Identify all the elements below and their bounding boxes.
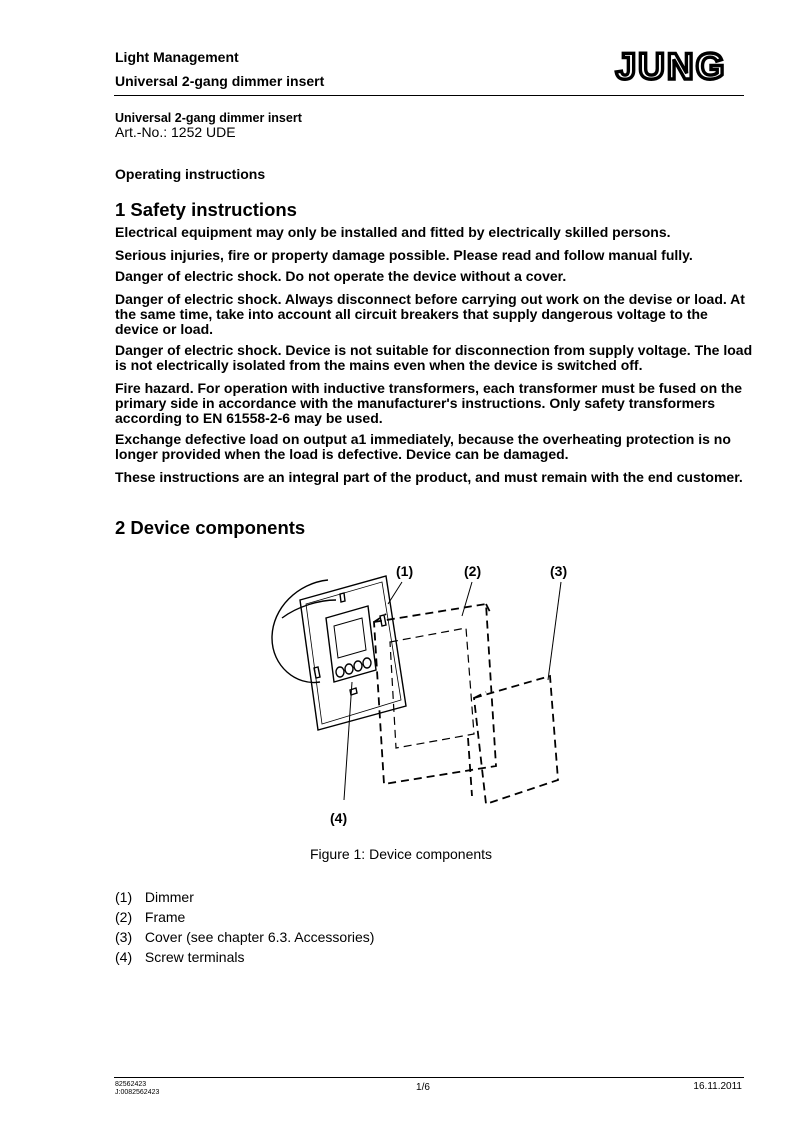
safety-paragraph-5: Danger of electric shock. Device is not suitable for disconnection from supply voltage. The load is not electrically isolated from the mains even when the device is switched off.: [115, 342, 753, 373]
footer-code: 82562423: [115, 1081, 147, 1088]
safety-paragraph-2: Serious injuries, fire or property damage possible. Please read and follow manual fully.: [115, 247, 693, 263]
section-1-heading: 1 Safety instructions: [115, 199, 297, 220]
legend-num: (1): [115, 889, 133, 905]
safety-paragraph-3: Danger of electric shock. Do not operate the device without a cover.: [115, 268, 567, 284]
figure-label-3: (3): [550, 563, 568, 579]
jung-logo: [596, 46, 746, 86]
footer-code-2: J:0082562423: [115, 1089, 160, 1096]
figure-label-1: (1): [396, 563, 414, 579]
product-subtitle: Universal 2-gang dimmer insert: [115, 111, 302, 125]
section-2-heading: 2 Device components: [115, 517, 306, 538]
device-components-figure: [258, 558, 588, 830]
footer-date: 16.11.2011: [693, 1081, 742, 1092]
legend-text: Dimmer: [144, 889, 194, 905]
leader-line-1: [388, 582, 402, 604]
header-rule: [114, 95, 744, 96]
leader-line-3: [548, 582, 561, 680]
figure-label-4: (4): [330, 810, 348, 826]
leader-line-2: [462, 582, 472, 616]
cover-outline: [468, 676, 558, 804]
figure-caption: Figure 1: Device components: [309, 846, 493, 862]
legend-text: Cover (see chapter 6.3. Accessories): [144, 929, 375, 945]
safety-paragraph-8: These instructions are an integral part of the product, and must remain with the end customer.: [115, 469, 743, 485]
legend-item: [115, 907, 374, 927]
dimmer-body-outline: [272, 580, 328, 683]
svg-text:JUNG: JUNG: [615, 46, 727, 86]
article-number: Art.-No.: 1252 UDE: [115, 124, 236, 140]
leader-line-4: [344, 682, 352, 800]
dimmer-button: [345, 664, 353, 674]
legend-num: (4): [115, 949, 133, 965]
frame-outline: [374, 604, 496, 784]
safety-paragraph-4: Danger of electric shock. Always disconnect before carrying out work on the devise or load. At the same time, take into account all circuit breakers that supply dangerous voltage to the device or load.: [115, 291, 745, 337]
safety-paragraph-7: Exchange defective load on output a1 immediately, because the overheating protection is no longer provided when the load is defective. Device can be damaged.: [115, 431, 731, 462]
legend-item: [115, 927, 374, 947]
figure-label-2: (2): [464, 563, 482, 579]
legend-text: Frame: [144, 909, 186, 925]
header-product: Universal 2-gang dimmer insert: [115, 73, 325, 89]
dimmer-button: [354, 661, 362, 671]
footer-rule: [114, 1077, 744, 1078]
header-category: Light Management: [115, 49, 239, 65]
component-legend: [115, 887, 374, 967]
legend-num: (2): [115, 909, 133, 925]
page-number: 1/6: [416, 1082, 430, 1093]
legend-item: [115, 947, 374, 967]
legend-text: Screw terminals: [144, 949, 245, 965]
legend-num: (3): [115, 929, 133, 945]
operating-instructions-title: Operating instructions: [115, 166, 266, 182]
dimmer-button: [336, 667, 344, 677]
safety-paragraph-1: Electrical equipment may only be installed and fitted by electrically skilled persons.: [115, 224, 671, 240]
dimmer-module: [326, 606, 376, 682]
safety-paragraph-6: Fire hazard. For operation with inductive transformers, each transformer must be fused on the primary side in accordance with the manufacturer's instructions. Only safety transformers according to EN 61558-2-6 may be used.: [115, 380, 743, 426]
dimmer-button: [363, 658, 371, 668]
legend-item: [115, 887, 374, 907]
